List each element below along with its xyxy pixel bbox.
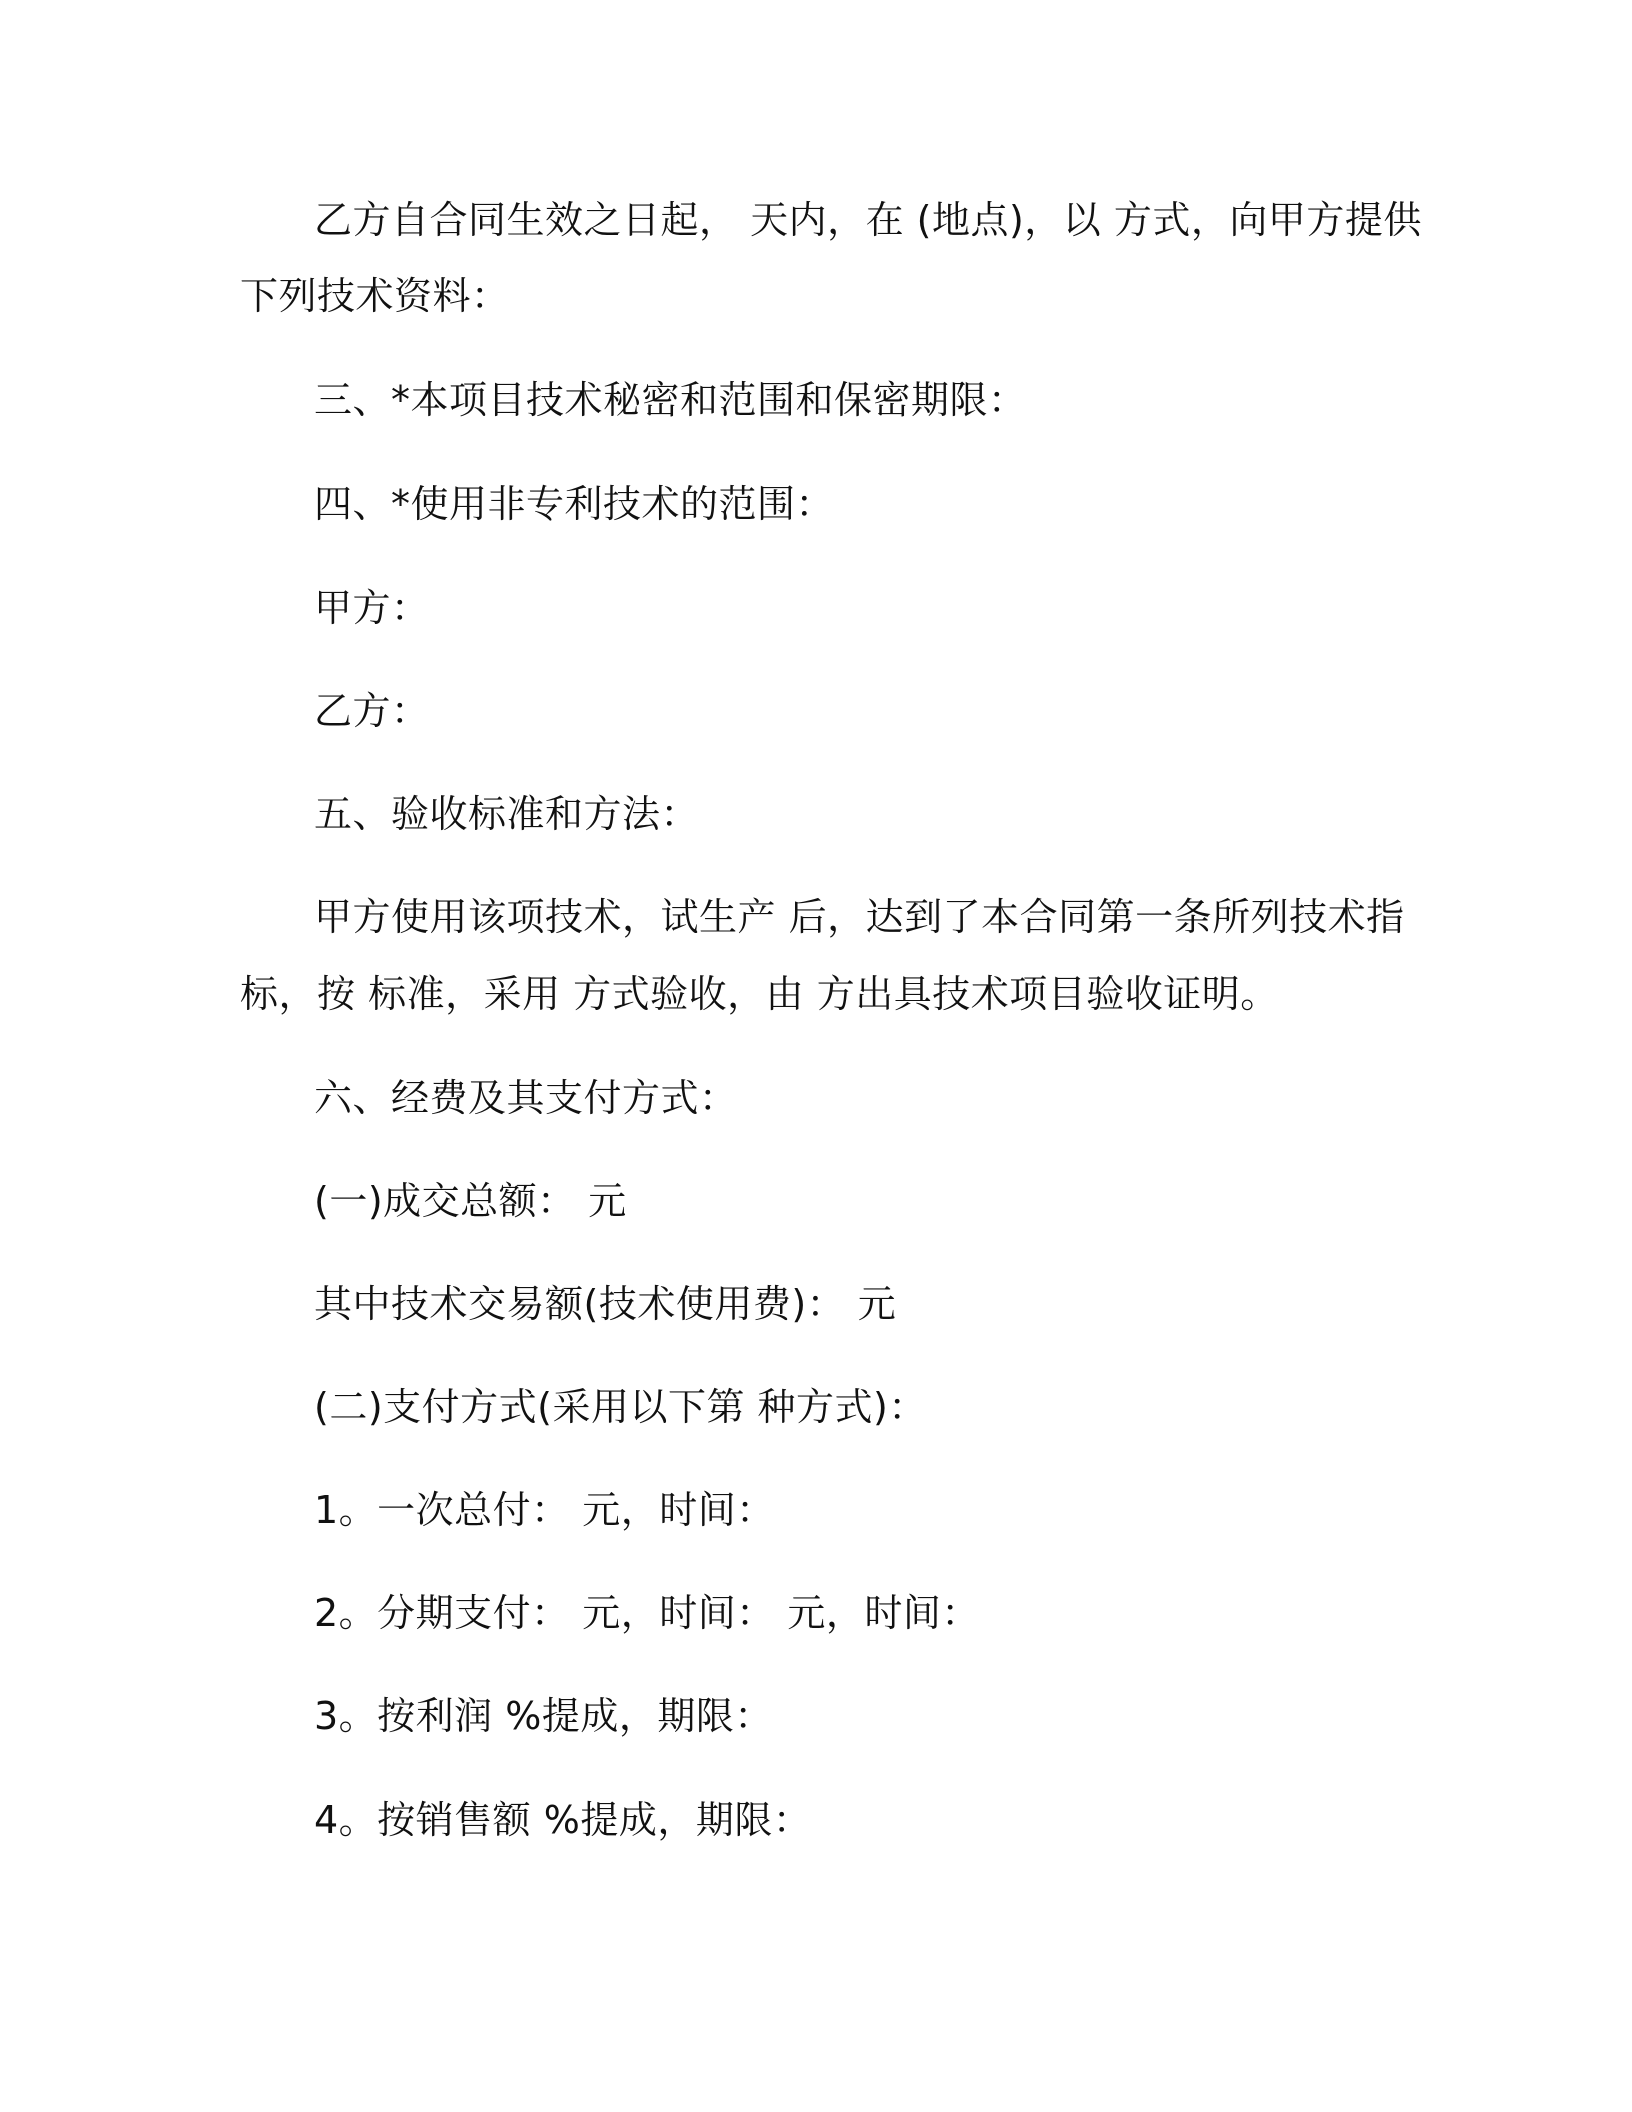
section-4-heading: 四、*使用非专利技术的范围： [314,482,835,526]
paragraph-delivery-terms-line2: 下列技术资料： [240,274,510,318]
payment-option-1: 1。一次总付： 元，时间： [314,1488,775,1532]
payment-option-4: 4。按销售额 %提成，期限： [314,1798,812,1842]
paragraph-acceptance-line2: 标，按 标准，采用 方式验收，由 方出具技术项目验收证明。 [240,972,1279,1016]
payment-option-3: 3。按利润 %提成，期限： [314,1694,773,1738]
party-b-label: 乙方： [314,689,430,733]
paragraph-acceptance-line1: 甲方使用该项技术，试生产 后，达到了本合同第一条所列技术指 [314,895,1405,939]
party-a-label: 甲方： [314,586,430,630]
section-3-heading: 三、*本项目技术秘密和范围和保密期限： [314,378,1027,422]
section-5-heading: 五、验收标准和方法： [314,792,700,836]
payment-method-heading: (二)支付方式(采用以下第 种方式)： [314,1385,927,1429]
section-6-heading: 六、经费及其支付方式： [314,1076,738,1120]
technology-fee-line: 其中技术交易额(技术使用费)： 元 [314,1282,897,1326]
payment-option-2: 2。分期支付： 元，时间： 元，时间： [314,1591,980,1635]
total-amount-line: (一)成交总额： 元 [314,1179,627,1223]
paragraph-delivery-terms-line1: 乙方自合同生效之日起， 天内，在 (地点)，以 方式，向甲方提供 [314,198,1422,242]
